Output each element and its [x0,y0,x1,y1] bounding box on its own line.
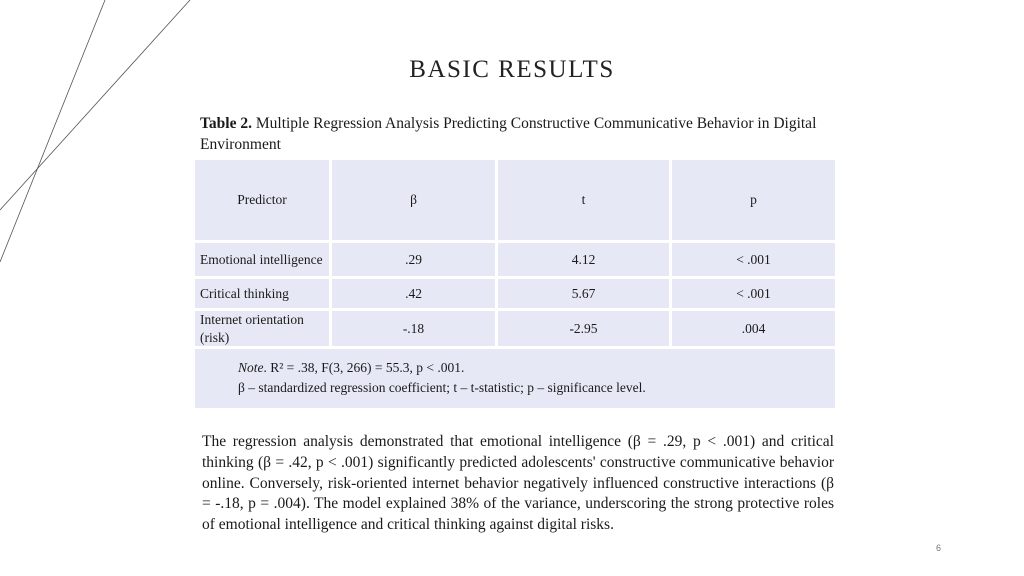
table-caption-label: Table 2. [200,115,252,132]
row-t: 4.12 [571,251,596,267]
table-caption-text: Multiple Regression Analysis Predicting Constructive Communicative Behavior in Digital Environment [200,115,817,153]
table-note [238,358,646,398]
header-t: t [581,192,586,207]
page-number: 6 [936,543,942,553]
header-predictor: Predictor [237,192,287,207]
decorative-lines [0,0,200,270]
table-caption [200,113,840,155]
row-t: -2.95 [569,320,598,336]
header-beta: β [410,192,417,207]
row-p: < .001 [736,251,771,267]
note-line-1 [238,358,646,378]
note-line-2: β – standardized regression coefficient; t – t-statistic; p – significance level. [238,380,646,395]
row-p: .004 [741,320,766,336]
note-label: Note [238,360,264,375]
row-beta: .29 [405,251,422,267]
row-beta: -.18 [402,320,425,336]
results-table [195,160,835,408]
note-stats: . R² = .38, F(3, 266) = 55.3, p < .001. [263,360,465,375]
slide-title: BASIC RESULTS [409,56,615,83]
row-t: 5.67 [571,285,596,301]
row-predictor: Emotional intelligence [200,251,323,267]
row-beta: .42 [405,285,422,301]
summary-paragraph: The regression analysis demonstrated that emotional intelligence (β = .29, p < .001) and critical thinking (β = .42, p < .001) significantly predicted adolescents' constructive communicative behavior online. Conversely, risk-oriented internet behavior negatively influenced constructive interactions (β = -.18, p = .004). The model explained 38% of the variance, underscoring the strong protective roles of emotional intelligence and critical thinking against digital risks. [202,433,834,534]
row-predictor: Internet orientation (risk) [200,311,304,345]
row-p: < .001 [736,285,771,301]
row-predictor: Critical thinking [200,285,289,301]
header-p: p [750,192,757,207]
decorative-line [0,0,190,210]
decorative-line [0,0,105,262]
